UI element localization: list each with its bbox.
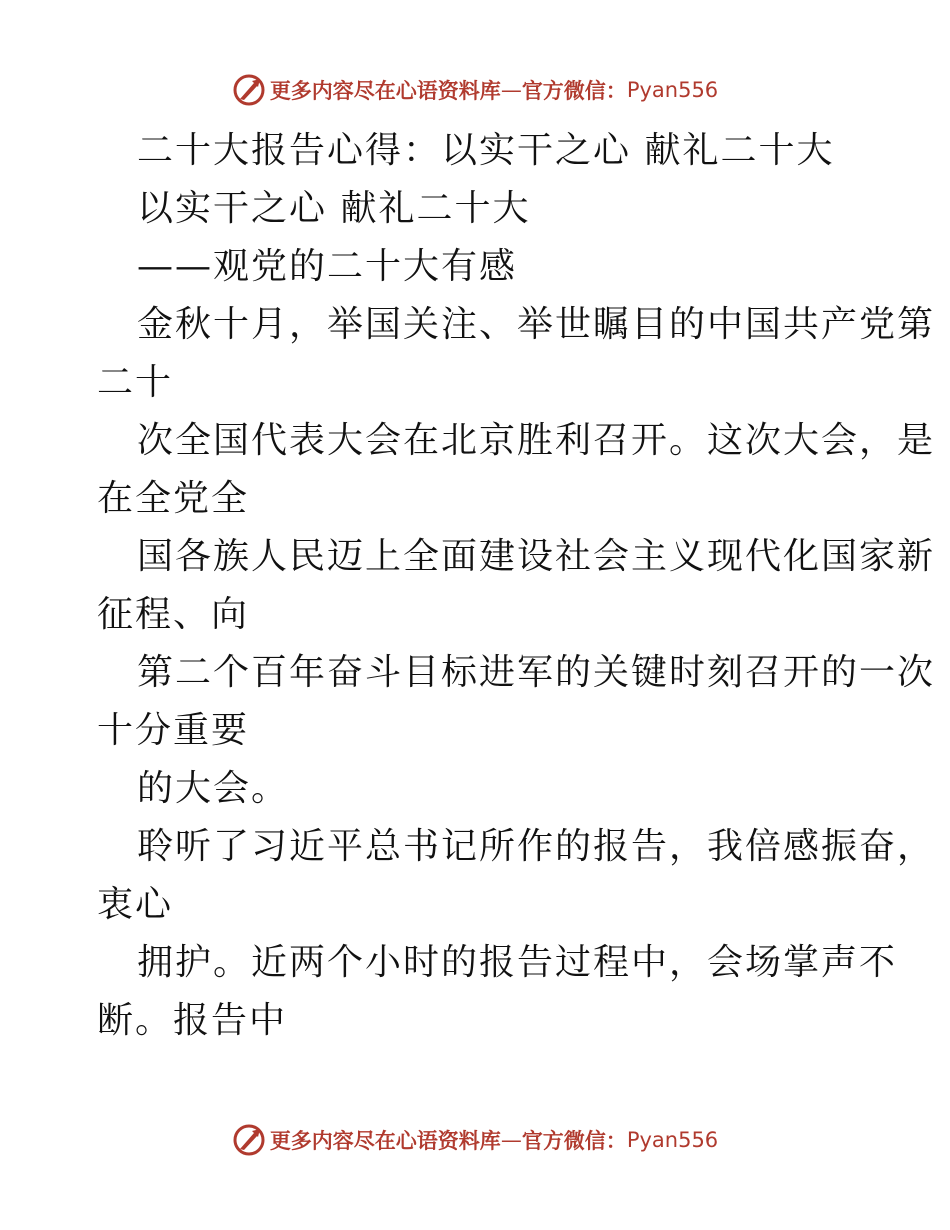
header-banner [0, 70, 950, 110]
paragraph-line: 的大会。 [137, 768, 290, 809]
paragraph-line: 次全国代表大会在北京胜利召开。这次大会，是 [137, 420, 936, 461]
quill-logo-icon [232, 73, 266, 107]
quill-logo-icon [232, 1123, 266, 1157]
paragraph-line: 征程、向 [97, 594, 250, 635]
paragraph-line: 第二个百年奋斗目标进军的关键时刻召开的一次 [137, 652, 936, 693]
paragraph-line: 聆听了习近平总书记所作的报告，我倍感振奋， [137, 826, 936, 867]
footer-banner [0, 1120, 950, 1160]
banner-dash: — [500, 78, 522, 102]
paragraph-line: 在全党全 [97, 478, 250, 519]
paragraph-line: 二十 [97, 362, 174, 403]
doc-title: 二十大报告心得：以实干之心 献礼二十大 [137, 130, 835, 171]
banner-sub-text: 官方微信： [521, 78, 627, 103]
paragraph-line: 十分重要 [97, 710, 250, 751]
banner-wechat-id: Pyan556 [626, 78, 719, 102]
banner-main-text: 更多内容尽在心语资料库 [269, 78, 501, 103]
banner-wechat-id: Pyan556 [626, 1128, 719, 1152]
paragraph-line: 断。报告中 [97, 1000, 288, 1041]
paragraph-line: 国各族人民迈上全面建设社会主义现代化国家新 [137, 536, 936, 577]
paragraph-line: 拥护。近两个小时的报告过程中，会场掌声不 [137, 942, 898, 983]
doc-byline: ——观党的二十大有感 [137, 246, 518, 287]
doc-subtitle: 以实干之心 献礼二十大 [137, 188, 531, 229]
document-body [97, 122, 936, 1050]
banner-main-text: 更多内容尽在心语资料库 [269, 1128, 501, 1153]
banner-sub-text: 官方微信： [521, 1128, 627, 1153]
banner-dash: — [500, 1128, 522, 1152]
paragraph-line: 衷心 [97, 884, 174, 925]
paragraph-line: 金秋十月，举国关注、举世瞩目的中国共产党第 [137, 304, 936, 345]
